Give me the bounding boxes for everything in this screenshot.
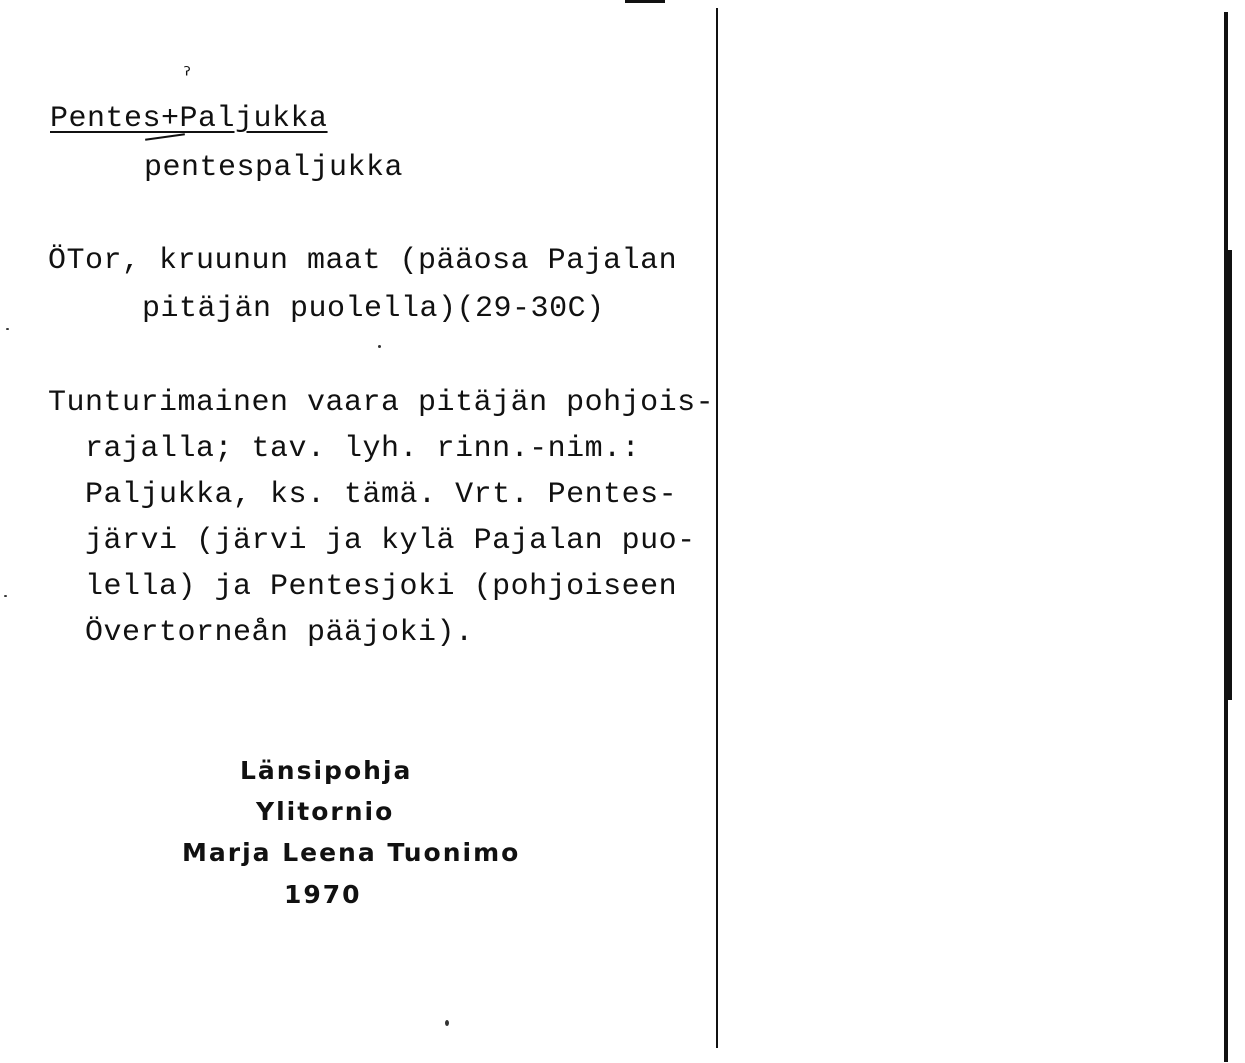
signature-parish: Ylitornio <box>256 797 395 826</box>
description-line: Övertorneån pääjoki). <box>48 616 474 650</box>
description-line: Tunturimainen vaara pitäjän pohjois- <box>48 386 715 420</box>
paper-speck <box>445 1020 449 1026</box>
signature-region: Länsipohja <box>240 756 413 785</box>
center-fold-line <box>716 8 718 1048</box>
paper-speck <box>6 328 9 330</box>
top-edge-mark <box>625 0 665 3</box>
paper-speck <box>4 595 7 597</box>
description-line: lella) ja Pentesjoki (pohjoiseen <box>48 570 678 604</box>
description-line: järvi (järvi ja kylä Pajalan puo- <box>48 524 696 558</box>
signature-collector: Marja Leena Tuonimo <box>182 838 521 867</box>
headword: Pentes+Paljukka <box>50 102 328 136</box>
description-line: rajalla; tav. lyh. rinn.-nim.: <box>48 432 641 466</box>
signature-year: 1970 <box>284 880 362 909</box>
description <box>48 386 715 650</box>
paper-speck <box>378 345 381 348</box>
right-edge-shadow <box>1226 250 1232 700</box>
location-line-1: ÖTor, kruunun maat (pääosa Pajalan <box>48 244 678 278</box>
location-line-2: pitäjän puolella)(29-30C) <box>142 292 605 326</box>
pronunciation: pentespaljukka <box>144 151 404 185</box>
description-line: Paljukka, ks. tämä. Vrt. Pentes- <box>48 478 678 512</box>
stress-mark: ˀ <box>183 64 192 89</box>
